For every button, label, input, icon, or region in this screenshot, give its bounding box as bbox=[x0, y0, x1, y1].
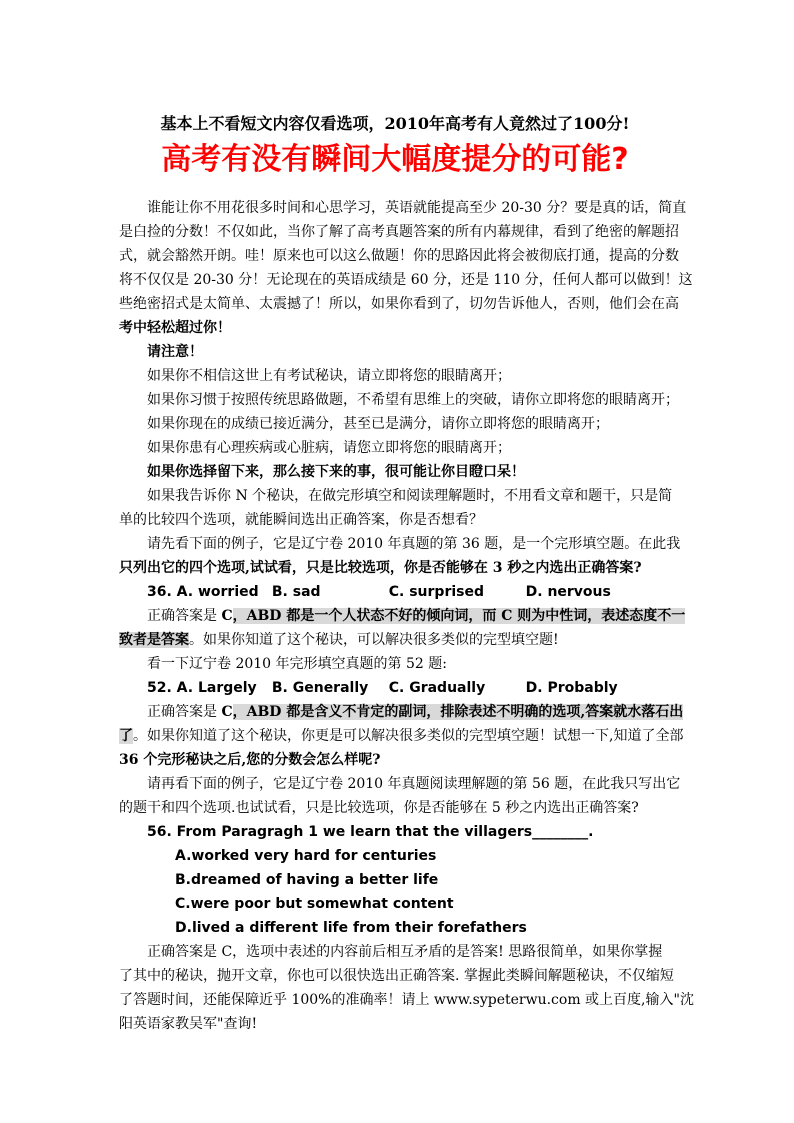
notice-list bbox=[119, 364, 679, 484]
example3-intro-line: 请再看下面的例子，它是辽宁卷 2010 年真题阅读理解题的第 56 题，在此我只写出它 bbox=[147, 776, 681, 792]
answer-52 bbox=[119, 700, 684, 772]
intro-paragraph bbox=[119, 196, 693, 340]
secret-paragraph bbox=[119, 484, 679, 532]
answer-letter: C bbox=[221, 608, 233, 624]
answer-52-line: 36 个完形秘诀之后,您的分数会怎么样呢? bbox=[119, 752, 381, 768]
answer-highlight: 致者是答案 bbox=[119, 632, 189, 648]
option: 36. A. worried bbox=[147, 584, 259, 600]
answer-text: 。如果你知道了这个秘诀，可以解决很多类似的完型填空题! bbox=[189, 632, 559, 648]
intro-line: 谁能让你不用花很多时间和心思学习，英语就能提高至少 20-30 分？要是真的话，简直 bbox=[147, 200, 687, 216]
notice-item: 如果你习惯于按照传统思路做题，不希望有思维上的突破，请你立即将您的眼睛离开； bbox=[147, 392, 679, 408]
option: C. surprised bbox=[388, 584, 484, 600]
secret-line: 单的比较四个选项，就能瞬间选出正确答案，你是否想看？ bbox=[119, 512, 483, 528]
option: D. nervous bbox=[525, 584, 611, 600]
notice-item: 如果你现在的成绩已接近满分，甚至已是满分，请你立即将您的眼睛离开； bbox=[147, 416, 609, 432]
notice-item: 如果你选择留下来，那么接下来的事，很可能让你目瞪口呆！ bbox=[147, 464, 525, 480]
example1-intro-line: 请先看下面的例子，它是辽宁卷 2010 年真题的第 36 题，是一个完形填空题。在此我 bbox=[147, 536, 681, 552]
document-page bbox=[119, 110, 694, 1036]
option: B. Generally bbox=[271, 680, 369, 696]
option: D. Probably bbox=[525, 680, 618, 696]
question-56 bbox=[119, 820, 679, 940]
answer-highlight: ，ABD 都是含义不肯定的副词，排除表述不明确的选项,答案就水落石出 bbox=[232, 704, 684, 720]
option: A.worked very hard for centuries bbox=[175, 848, 437, 864]
page-title: 高考有没有瞬间大幅度提分的可能? bbox=[161, 142, 629, 177]
example1-intro-line: 只列出它的四个选项,试试看，只是比较选项，你是否能够在 3 秒之内选出正确答案? bbox=[119, 560, 642, 576]
answer-text: 。如果你知道了这个秘诀，你更是可以解决很多类似的完型填空题！试想一下,知道了全部 bbox=[133, 728, 684, 744]
answer-56-line: 阳英语家教吴军"查询! bbox=[119, 1016, 258, 1032]
option: C.were poor but somewhat content bbox=[175, 896, 454, 912]
subtitle: 基本上不看短文内容仅看选项，2010年高考有人竟然过了100分! bbox=[160, 114, 630, 133]
option: C. Gradually bbox=[388, 680, 486, 696]
answer-56-line: 了其中的秘诀，抛开文章，你也可以很快选出正确答案. 掌握此类瞬间解题秘诀，不仅缩短 bbox=[119, 968, 674, 984]
answer-36 bbox=[119, 604, 686, 652]
answer-prefix: 正确答案是 bbox=[147, 704, 222, 720]
answer-36-line bbox=[119, 604, 686, 628]
notice-item: 如果你患有心理疾病或心脏病，请您立即将您的眼睛离开； bbox=[147, 440, 511, 456]
option: B. sad bbox=[271, 584, 321, 600]
intro-line: 将不仅仅是 20-30 分！无论现在的英语成绩是 60 分，还是 110 分，任何人都可以做到！这 bbox=[119, 272, 693, 288]
option: 52. A. Largely bbox=[147, 680, 257, 696]
question-56-stem: 56. From Paragragh 1 we learn that the villagers________. bbox=[147, 824, 594, 840]
answer-letter: C bbox=[221, 704, 233, 720]
question-36-options bbox=[119, 580, 679, 604]
option: B.dreamed of having a better life bbox=[175, 872, 439, 888]
notice-label: 请注意！ bbox=[147, 344, 203, 360]
answer-56-line: 正确答案是 C，选项中表述的内容前后相互矛盾的是答案! 思路很简单，如果你掌握 bbox=[147, 944, 663, 960]
example2-intro: 看一下辽宁卷 2010 年完形填空真题的第 52 题: bbox=[147, 656, 447, 672]
secret-line: 如果我告诉你 N 个秘诀，在做完形填空和阅读理解题时，不用看文章和题干，只是简 bbox=[147, 488, 673, 504]
intro-line: 式，就会豁然开朗。哇！原来也可以这么做题！你的思路因此将会被彻底打通，提高的分数 bbox=[119, 248, 679, 264]
answer-52-line bbox=[119, 700, 684, 724]
answer-56 bbox=[119, 940, 694, 1036]
answer-52-line bbox=[119, 724, 684, 748]
intro-line: 些绝密招式是太简单、太震撼了！所以，如果你看到了，切勿告诉他人，否则，他们会在高 bbox=[119, 296, 679, 312]
example3-intro bbox=[119, 772, 679, 820]
question-52-options bbox=[119, 676, 679, 700]
answer-highlight: ，ABD 都是一个人状态不好的倾向词，而 C 则为中性词，表述态度不一 bbox=[232, 608, 686, 624]
answer-56-line: 了答题时间，还能保障近乎 100%的准确率！请上 www.sypeterwu.com 或上百度,输入"沈 bbox=[119, 992, 694, 1008]
notice-item: 如果你不相信这世上有考试秘诀，请立即将您的眼睛离开； bbox=[147, 368, 511, 384]
answer-prefix: 正确答案是 bbox=[147, 608, 222, 624]
answer-highlight: 了 bbox=[119, 728, 133, 744]
option: D.lived a different life from their forefathers bbox=[175, 920, 527, 936]
intro-line: 考中轻松超过你！ bbox=[119, 320, 231, 336]
intro-line: 是白捡的分数！不仅如此，当你了解了高考真题答案的所有内幕规律，看到了绝密的解题招 bbox=[119, 224, 679, 240]
answer-36-line bbox=[119, 628, 679, 652]
example3-intro-line: 的题干和四个选项.也试试看，只是比较选项，你是否能够在 5 秒之内选出正确答案? bbox=[119, 800, 639, 816]
example1-intro bbox=[119, 532, 679, 580]
